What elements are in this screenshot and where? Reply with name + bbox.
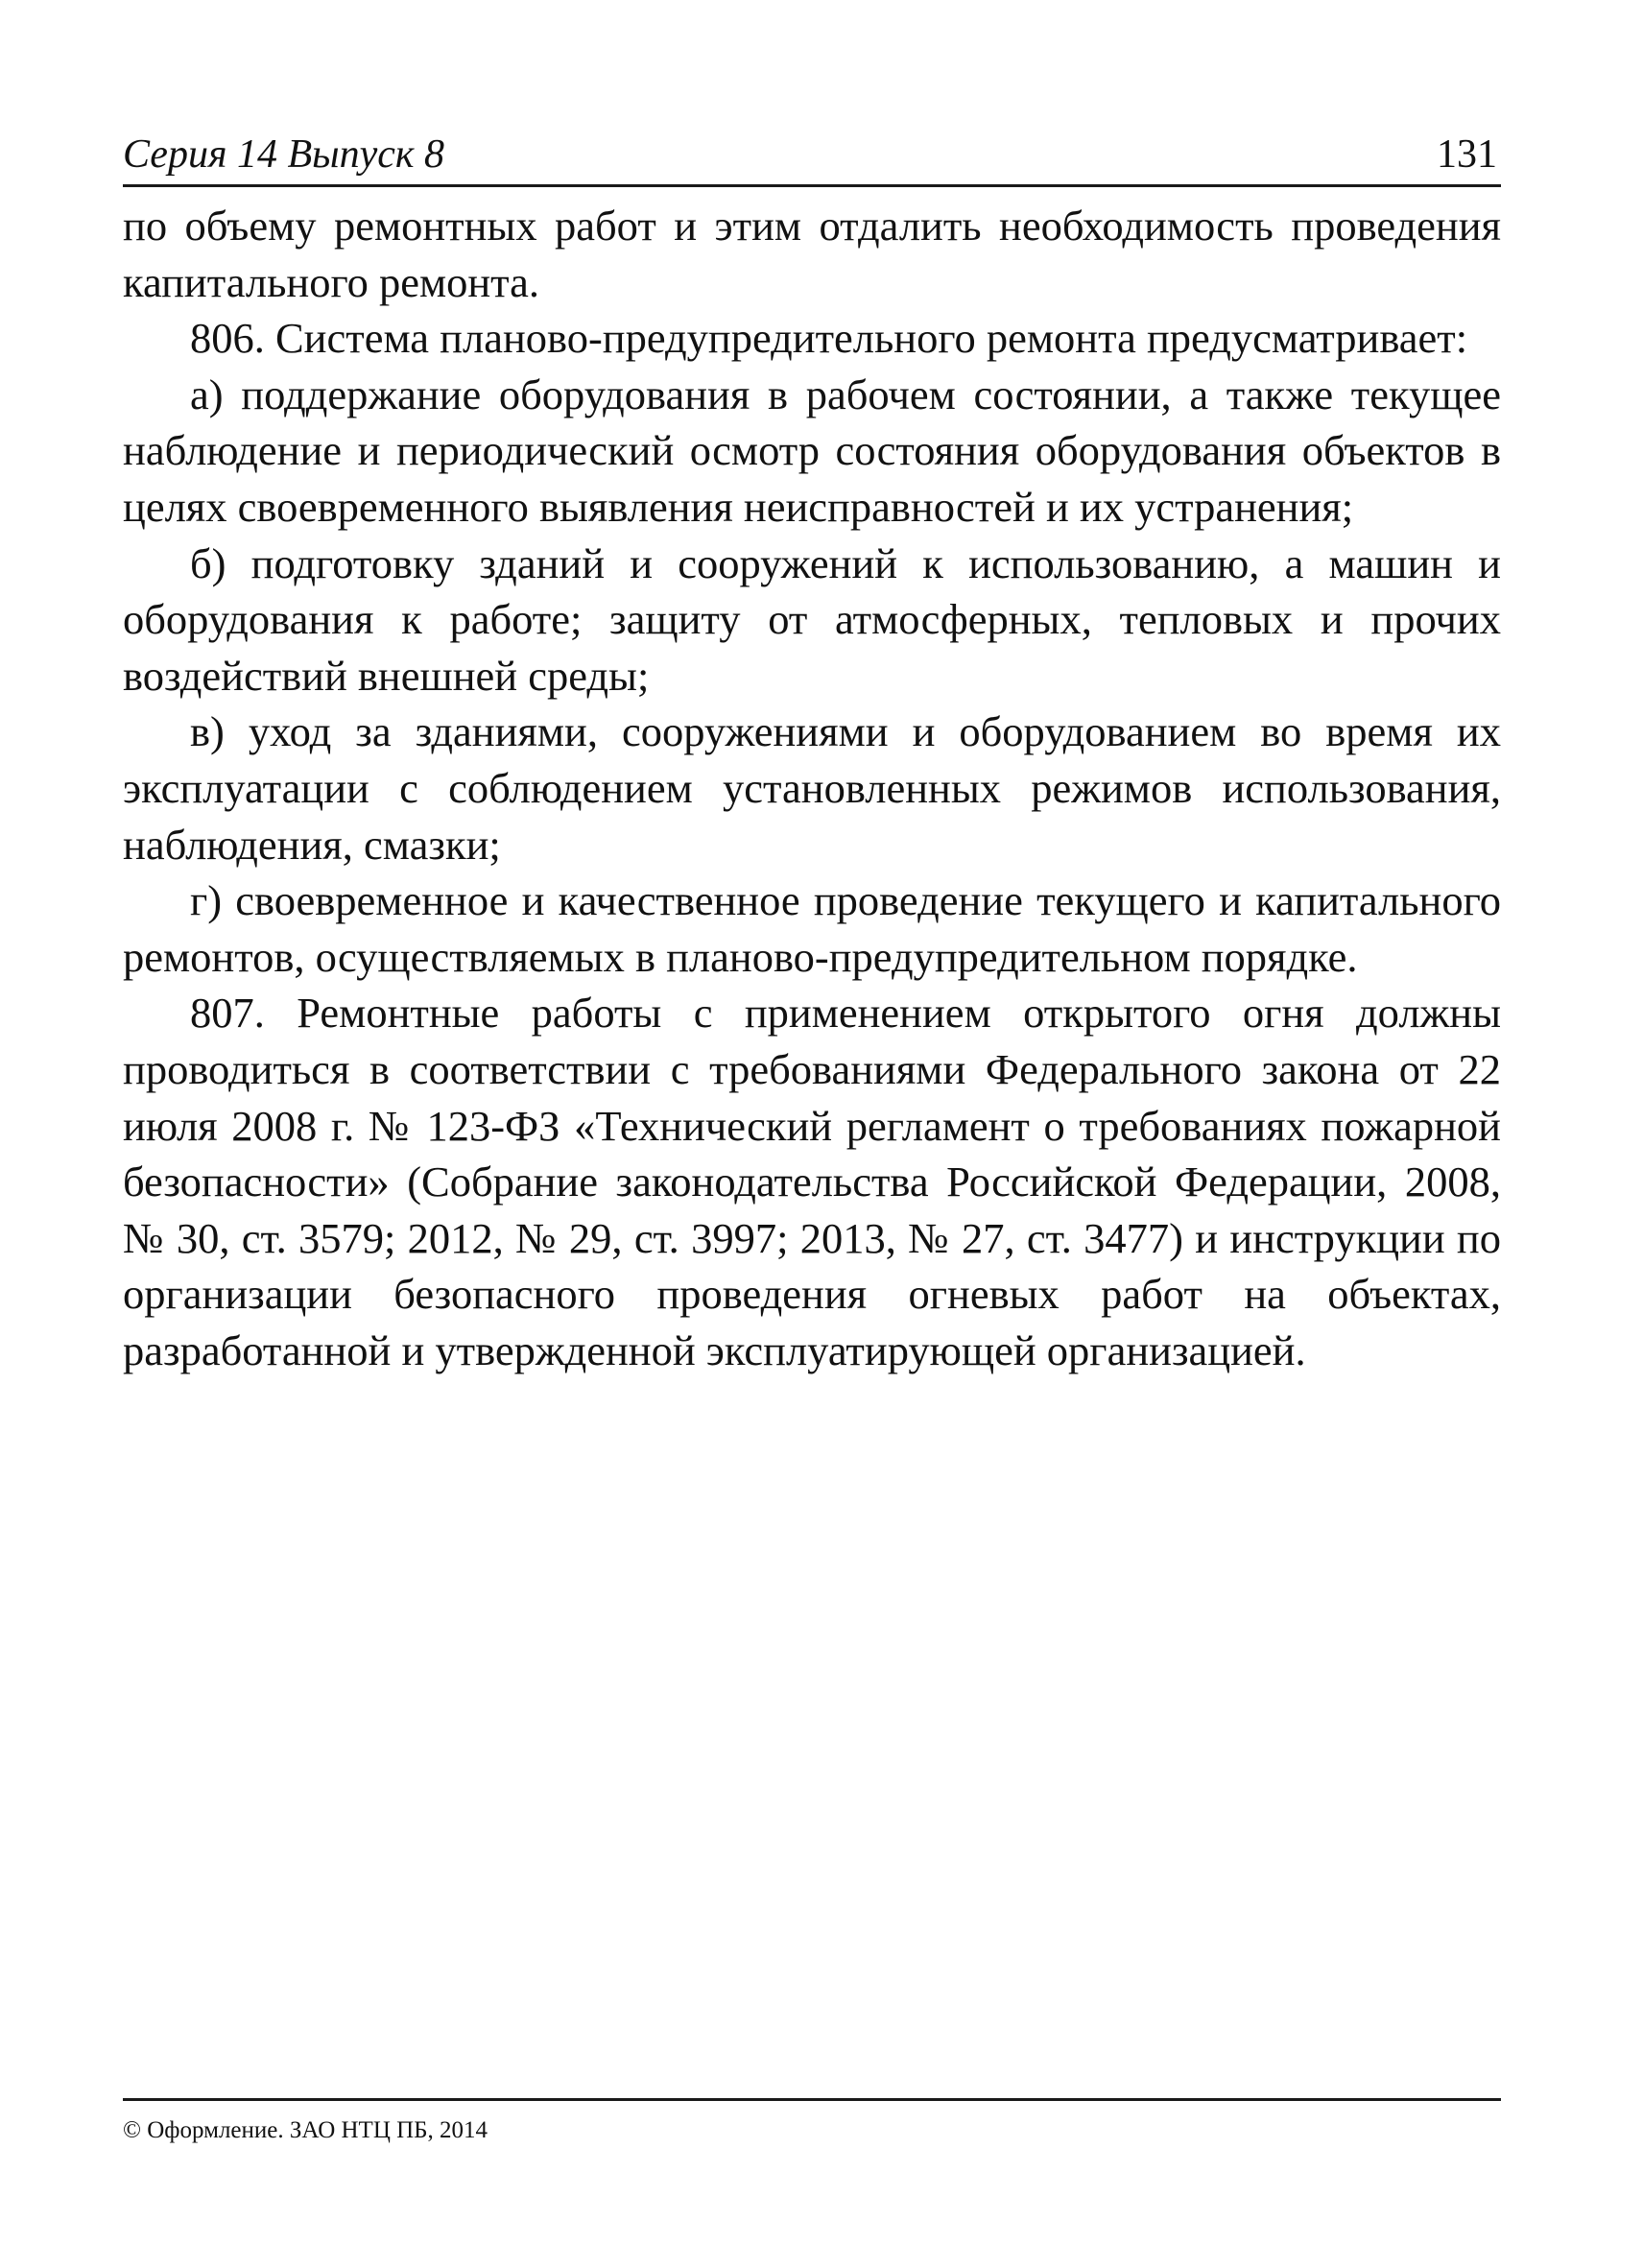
paragraph-item-806: 806. Система планово-предупредительного ремонта предусматривает: xyxy=(190,314,1468,363)
paragraph-subitem-g: г) своевременное и качественное проведение текущего и капитального ремонтов, осуществляемых в планово-предупредительном порядке. xyxy=(123,876,1501,981)
paragraph-subitem-b: б) подготовку зданий и сооружений к использованию, а машин и оборудования к работе; защиту от атмосферных, тепловых и прочих воздействий внешней среды; xyxy=(123,538,1501,700)
paragraph-continuation: по объему ремонтных работ и этим отдалить необходимость проведения капитального ремонта. xyxy=(123,202,1501,306)
page-number: 131 xyxy=(1437,132,1497,177)
body-text xyxy=(123,198,1501,1378)
paragraph-item-807: 807. Ремонтные работы с применением открытого огня должны проводиться в соответствии с требованиями Федерального закона от 22 июля 2008 г. № 123-ФЗ «Технический регламент о требованиях пожарной безопасности» (Собрание законодательства Российской Федерации, 2008, № 30, ст. 3579; 2012, № 29, ст. 3997; 2013, № 27, ст. 3477) и инструкции по организации безопасного проведения огневых работ на объектах, разработанной и утвержденной эксплуатирующей организацией. xyxy=(123,989,1501,1374)
copyright-notice: © Оформление. ЗАО НТЦ ПБ, 2014 xyxy=(123,2117,488,2143)
paragraph-subitem-v: в) уход за зданиями, сооружениями и оборудованием во время их эксплуатации с соблюдением установленных режимов использования, наблюдения, смазки; xyxy=(123,707,1501,869)
paragraph-subitem-a: а) поддержание оборудования в рабочем состоянии, а также текущее наблюдение и периодический осмотр состояния оборудования объектов в целях своевременного выявления неисправностей и их устранения; xyxy=(123,370,1501,531)
running-header xyxy=(123,123,1501,187)
series-title: Серия 14 Выпуск 8 xyxy=(123,132,444,177)
footer-divider xyxy=(123,2098,1501,2101)
